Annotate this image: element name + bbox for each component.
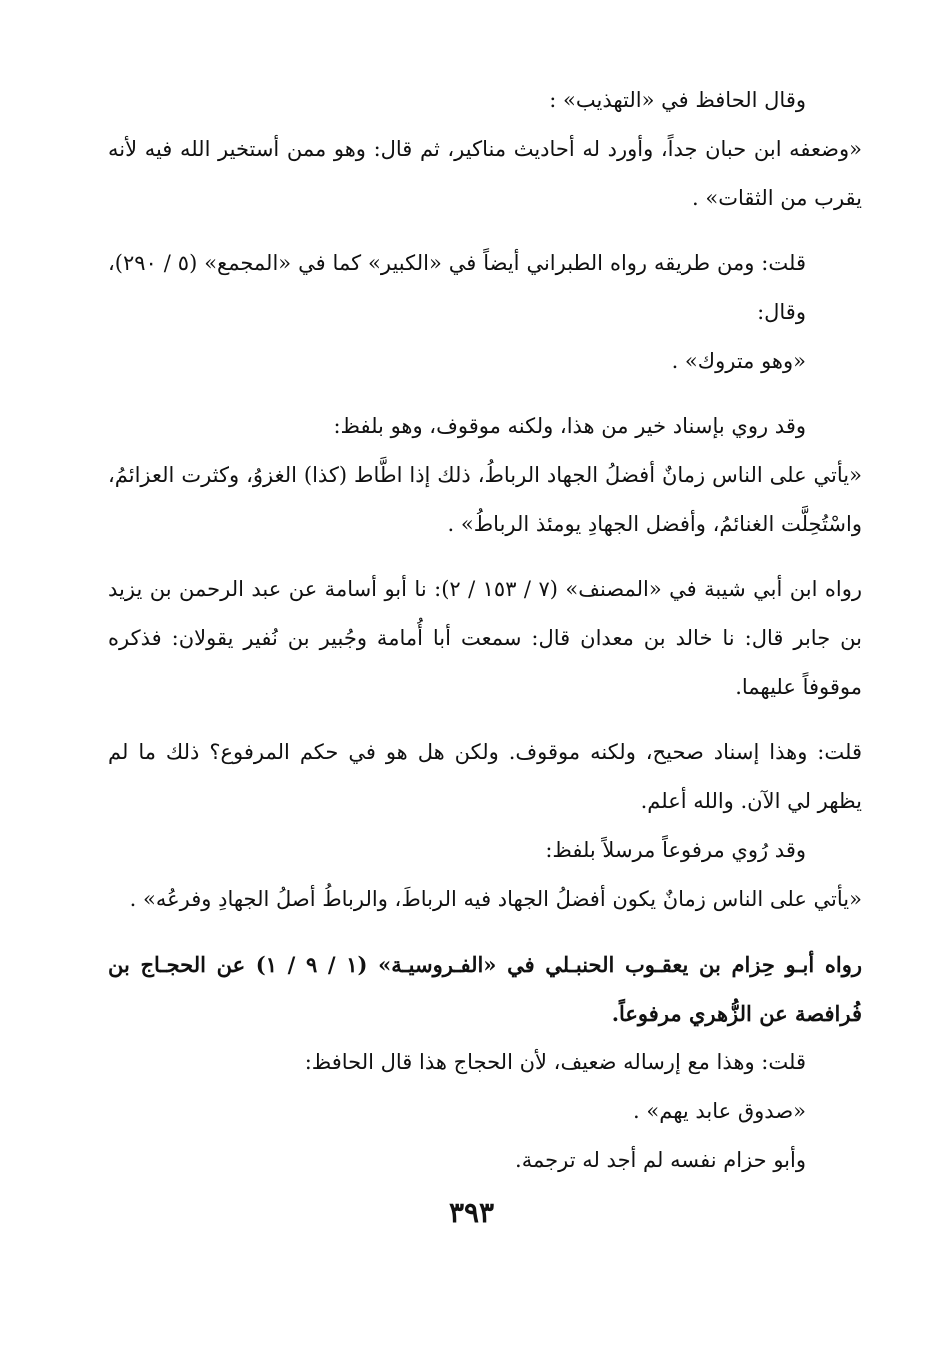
paragraph: رواه أبـو حِزام بن يعقـوب الحنبـلي في «الفـروسيـة» (١ / ٩ / ١) عن الحجـاج بن فُرافصة عن الزُّهري مرفوعاً. — [108, 952, 863, 1026]
paragraph: وقال الحافظ في «التهذيب» : — [549, 88, 806, 112]
quote-paragraph: «يأتي على الناس زمانٌ أفضلُ الجهاد الرباطُ، ذلك إذا اطَّاط (كذا) الغزوُ، وكثرت العزائمُ، واسْتُحِلَّت الغنائمُ، وأفضل الجهادِ يومئذ الرباطُ» . — [108, 463, 862, 536]
paragraph: قلت: ومن طريقه رواه الطبراني أيضاً في «الكبير» كما في «المجمع» (٥ / ٢٩٠)، وقال: — [108, 251, 806, 324]
quote-paragraph: «وهو متروك» . — [671, 349, 806, 373]
quote-paragraph: «يأتي على الناس زمانٌ يكون أفضلُ الجهاد فيه الرباطَ، والرباطُ أصلُ الجهادِ وفرعُه» . — [129, 887, 862, 911]
paragraph: وقد رُوي مرفوعاً مرسلاً بلفظ: — [545, 838, 806, 862]
paragraph: وأبو حزام نفسه لم أجد له ترجمة. — [515, 1148, 806, 1172]
paragraph: وقد روي بإسناد خير من هذا، ولكنه موقوف، وهو بلفظ: — [333, 414, 806, 438]
paragraph: رواه ابن أبي شيبة في «المصنف» (٧ / ١٥٣ / ٢): نا أبو أسامة عن عبد الرحمن بن يزيد بن جابر قال: نا خالد بن معدان قال: سمعت أبا أُمامة وجُبير بن نُفير يقولان: فذكره موقوفاً عليهما. — [108, 577, 862, 699]
paragraph: قلت: وهذا إسناد صحيح، ولكنه موقوف. ولكن هل هو في حكم المرفوع؟ ذلك ما لم يظهر لي الآن. والله أعلم. — [108, 740, 862, 813]
page-number: ٣٩٣ — [448, 1196, 495, 1229]
text-body — [108, 76, 862, 1185]
paragraph: قلت: وهذا مع إرساله ضعيف، لأن الحجاج هذا قال الحافظ: — [304, 1050, 806, 1074]
quote-paragraph: «وضعفه ابن حبان جداً، وأورد له أحاديث مناكير، ثم قال: وهو ممن أستخير الله فيه لأنه يقرب من الثقات» . — [108, 137, 862, 210]
quote-paragraph: «صدوق عابد يهم» . — [633, 1099, 806, 1123]
